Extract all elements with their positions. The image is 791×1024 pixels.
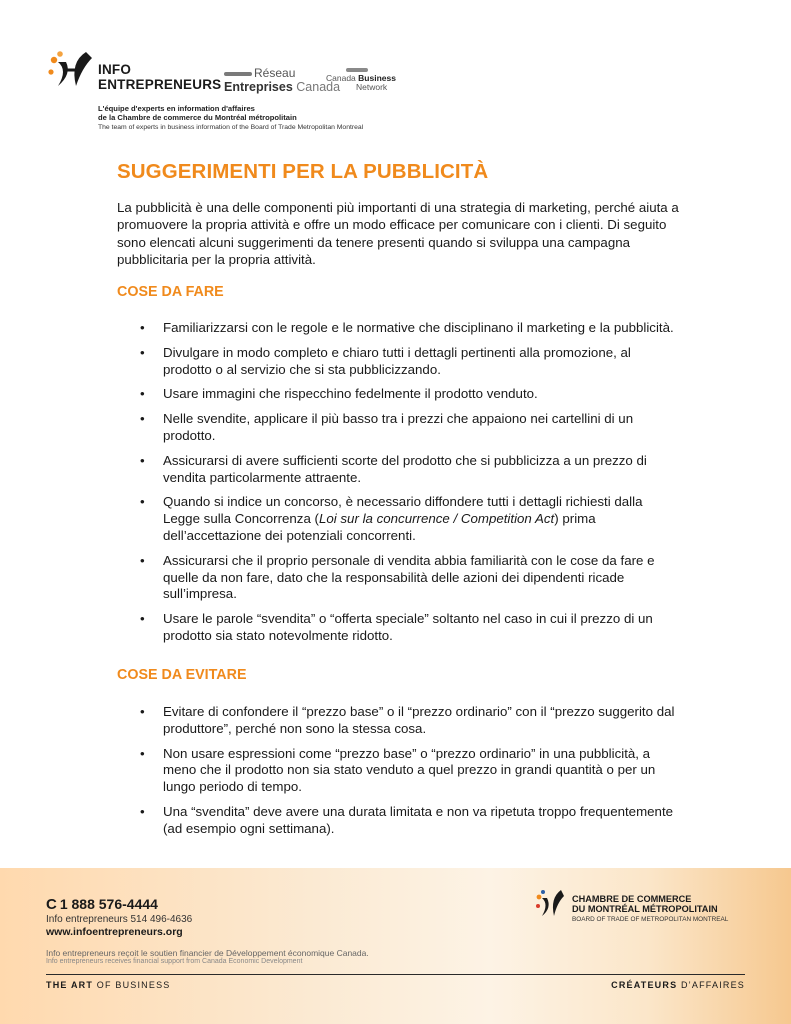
list-item-text: Quando si indice un concorso, è necessario diffondere tutti i dettagli richiesti dalla Legge sulla Concorrenza ( [163, 494, 643, 527]
tagline-fr-1: L'équipe d'experts en information d'affaires [98, 104, 255, 113]
createurs-light: D’AFFAIRES [680, 980, 745, 990]
dont-list [140, 704, 680, 846]
toll-free-phone [46, 896, 158, 913]
list-item [140, 611, 680, 645]
art-light: OF BUSINESS [96, 980, 171, 990]
reseau-light: Canada [296, 80, 341, 94]
letterhead [46, 44, 746, 144]
info-entrepreneurs-logo-icon [46, 48, 94, 92]
list-item [140, 411, 680, 445]
do-heading: COSE DA FARE [117, 284, 224, 300]
bullet-icon: • [140, 611, 145, 627]
bullet-icon: • [140, 452, 145, 468]
cbn-light: Canada [326, 73, 356, 83]
bullet-icon: • [140, 803, 145, 819]
list-item-text: Usare le parole “svendita” o “offerta speciale” soltanto nel caso in cui il prezzo di un prodotto sia stato notevolmente ridotto. [163, 611, 653, 643]
chamber-logo-icon [534, 888, 564, 920]
reseau-line-1: Réseau [254, 66, 296, 80]
page-footer [0, 868, 791, 1024]
page-title: SUGGERIMENTI PER LA PUBBLICITÀ [117, 160, 489, 183]
chamber-name [572, 894, 718, 914]
list-item [140, 453, 680, 487]
art-of-business-slogan [46, 980, 171, 990]
list-item-text: Divulgare in modo completo e chiaro tutti i dettagli pertinenti alla promozione, al prodotto o al servizio che si sta pubblicizzando. [163, 344, 631, 377]
list-item-text: Familiarizzarsi con le regole e le normative che disciplinano il marketing e la pubblicità. [163, 320, 674, 335]
bullet-icon: • [140, 552, 145, 568]
reseau-line-2 [224, 80, 340, 94]
tagline-fr-2: de la Chambre de commerce du Montréal métropolitain [98, 113, 297, 122]
list-item-text: Non usare espressioni come “prezzo base” o “prezzo ordinario” in una pubblicità, a meno che il prodotto non sia stato venduto a quel prezzo in grandi quantità o per un lungo periodo di tempo. [163, 745, 656, 795]
support-note-fr: Info entrepreneurs reçoit le soutien financier de Développement économique Canada. [46, 948, 369, 958]
cbn-badge-icon [346, 68, 368, 72]
competition-act-title: Loi sur la concurrence / Competition Act [318, 511, 555, 527]
art-bold: THE ART [46, 980, 94, 990]
bullet-icon: • [140, 320, 145, 335]
bullet-icon: • [140, 344, 145, 360]
bullet-icon: • [140, 386, 145, 402]
canada-business-network-logo [326, 70, 396, 96]
local-phone: Info entrepreneurs 514 496-4636 [46, 914, 193, 925]
list-item [140, 704, 680, 738]
list-item-text: ) prima dell’accettazione dei potenziali concorrenti. [163, 511, 596, 543]
list-item-text: Nelle svendite, applicare il più basso tra i prezzi che appaiono nei cartellini di un prodotto. [163, 411, 634, 443]
list-item-text: Assicurarsi di avere sufficienti scorte del prodotto che si pubblicizza a un prezzo di vendita particolarmente attraente. [163, 452, 647, 485]
list-item [140, 345, 680, 379]
bullet-icon: • [140, 745, 145, 761]
chamber-of-commerce-logo [534, 888, 754, 932]
list-item-text: Assicurarsi che il proprio personale di vendita abbia familiarità con le cose da fare e quelle da non fare, dato che la responsabilità delle azioni dei dipendenti ricade sull’impresa. [163, 552, 655, 602]
cbn-bold: Business [358, 73, 396, 83]
bullet-icon: • [140, 704, 145, 719]
chamber-line-3: BOARD OF TRADE OF METROPOLITAN MONTREAL [572, 916, 729, 923]
list-item [140, 746, 680, 796]
do-list [140, 320, 680, 653]
bullet-icon: • [140, 411, 145, 427]
list-item-text: Evitare di confondere il “prezzo base” o il “prezzo ordinario” con il “prezzo suggerito dal produttore”, perché non sono la stessa cosa. [163, 704, 675, 736]
phone-icon: C [46, 896, 57, 913]
createurs-bold: CRÉATEURS [611, 980, 678, 990]
list-item [140, 494, 680, 544]
cbn-line-2: Network [356, 82, 388, 92]
list-item-text: Usare immagini che rispecchino fedelmente il prodotto venduto. [163, 386, 538, 402]
support-note-en: Info entrepreneurs receives financial support from Canada Economic Development [46, 958, 303, 965]
chamber-line-1: CHAMBRE DE COMMERCE [572, 894, 692, 904]
brand-name [98, 62, 221, 92]
reseau-entreprises-logo [224, 66, 341, 94]
list-item [140, 804, 680, 838]
chamber-line-2: DU MONTRÉAL MÉTROPOLITAIN [572, 904, 718, 914]
brand-line-1: INFO [98, 62, 132, 77]
createurs-slogan [611, 980, 745, 990]
list-item [140, 386, 680, 403]
reseau-bold: Entreprises [224, 80, 293, 94]
phone-number: 1 888 576-4444 [59, 896, 158, 912]
tagline-en: The team of experts in business information of the Board of Trade Metropolitan Montreal [98, 124, 364, 131]
dont-heading: COSE DA EVITARE [117, 667, 247, 683]
bullet-icon: • [140, 494, 145, 510]
list-item [140, 553, 680, 603]
intro-paragraph: La pubblicità è una delle componenti più importanti di una strategia di marketing, perché aiuta a promuovere la propria attività e offre un modo efficace per comunicare con i clienti. Di seguito sono elencati alcuni suggerimenti da tenere presenti quando si sviluppa una campagna pubblicitaria per la propria attività. [117, 200, 679, 267]
website-link[interactable]: www.infoentrepreneurs.org [46, 926, 183, 938]
list-item [140, 320, 680, 337]
footer-divider [46, 974, 745, 975]
reseau-badge-icon [224, 72, 252, 76]
list-item-text: Una “svendita” deve avere una durata limitata e non va ripetuta troppo frequentemente (ad esempio ogni settimana). [163, 803, 674, 836]
brand-line-2: ENTREPRENEURS [98, 77, 222, 92]
tagline-fr [98, 104, 297, 122]
